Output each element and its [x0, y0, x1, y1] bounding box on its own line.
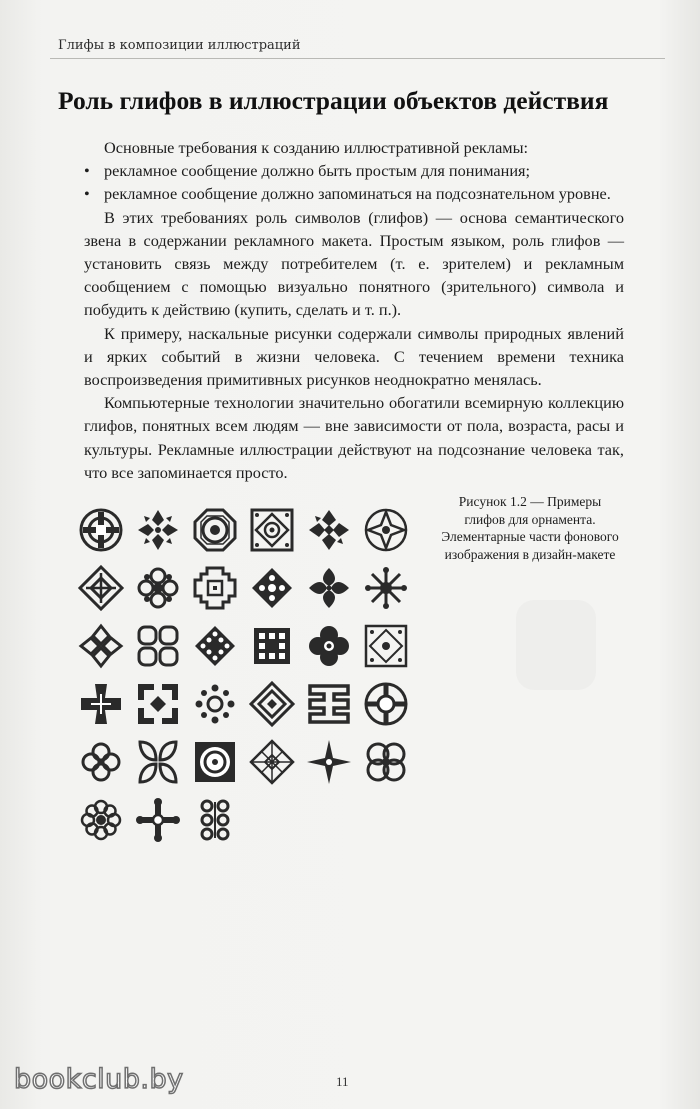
- square-knot-ornament-icon: [77, 564, 125, 612]
- grid-square-ornament-icon: [248, 622, 296, 670]
- interlaced-rings-ornament-icon: [362, 738, 410, 786]
- diamond-lattice-ornament-icon: [248, 738, 296, 786]
- rosette-ornament-icon: [77, 796, 125, 844]
- key-fret-ornament-icon: [305, 680, 353, 728]
- square-diamond-ornament-icon: [248, 506, 296, 554]
- page-number: 11: [336, 1074, 349, 1089]
- dot-cluster-ornament-icon: [134, 564, 182, 612]
- running-head: Глифы в композиции иллюстраций: [58, 38, 301, 53]
- octagon-ornament-icon: [191, 506, 239, 554]
- body-text: [84, 136, 624, 484]
- watermark: bookclub.by: [14, 1064, 184, 1095]
- list-item: • рекламное сообщение должно быть простым для понимания;: [84, 159, 624, 182]
- paragraph-2: К примеру, наскальные рисунки содержали символы природных явлений и ярких событий в жизни человека. С течением времени техника воспроизведения примитивных рисунков неоднократно менялась.: [84, 323, 624, 390]
- rounded-square-grid-icon: [134, 622, 182, 670]
- glyph-figure: [77, 506, 418, 853]
- four-diamond-ornament-icon: [77, 622, 125, 670]
- snowflake-ornament-icon: [362, 564, 410, 612]
- circle-knot-ornament-icon: [77, 506, 125, 554]
- dotted-diamond-ornament-icon: [248, 564, 296, 612]
- requirements-list: [84, 159, 624, 205]
- leaf-cross-ornament-icon: [134, 506, 182, 554]
- header-rule: [50, 58, 665, 59]
- diamond-petal-ornament-icon: [305, 506, 353, 554]
- intro-line: Основные требования к созданию иллюстративной рекламы:: [104, 138, 529, 157]
- circle-cross-ornament-icon: [362, 680, 410, 728]
- framed-circle-ornament-icon: [191, 738, 239, 786]
- stepped-square-ornament-icon: [191, 564, 239, 612]
- cross-pattee-ornament-icon: [77, 680, 125, 728]
- cross-flower-ornament-icon: [134, 796, 182, 844]
- figure-caption: Рисунок 1.2 — Примеры глифов для орнамента. Элементарные части фонового изображения в дизайн-макете: [441, 494, 619, 562]
- pointed-star-ornament-icon: [305, 738, 353, 786]
- four-leaf-ornament-icon: [134, 738, 182, 786]
- bleed-through-shadow: [516, 600, 596, 690]
- dot-ring-ornament-icon: [191, 680, 239, 728]
- circle-star-ornament-icon: [362, 506, 410, 554]
- dotted-star-ornament-icon: [191, 622, 239, 670]
- beaded-tile-ornament-icon: [191, 796, 239, 844]
- quatrefoil-dots-ornament-icon: [305, 622, 353, 670]
- paragraph-3: Компьютерные технологии значительно обогатили всемирную коллекцию глифов, понятных всем людям — вне зависимости от пола, возраста, расы и культуры. Рекламные иллюстрации действуют на подсознание человека так, что все запоминается просто.: [84, 393, 624, 482]
- nested-diamond-ornament-icon: [248, 680, 296, 728]
- patterned-square-ornament-icon: [362, 622, 410, 670]
- page-title: Роль глифов в иллюстрации объектов действия: [58, 86, 609, 115]
- paragraph-1: В этих требованиях роль символов (глифов) — основа семантического звена в содержании рекламного макета. Простым языком, роль глифов — установить связь между потребителем (т. е. зрителем) и рекламным сообщением с помощью визуально понятного (зрительного) символа и побудить к действию (купить, сделать и т. п.).: [84, 207, 624, 320]
- petal-diamond-ornament-icon: [305, 564, 353, 612]
- ring-flower-ornament-icon: [77, 738, 125, 786]
- list-item: • рекламное сообщение должно запоминаться на подсознательном уровне.: [84, 182, 624, 205]
- corner-arrows-ornament-icon: [134, 680, 182, 728]
